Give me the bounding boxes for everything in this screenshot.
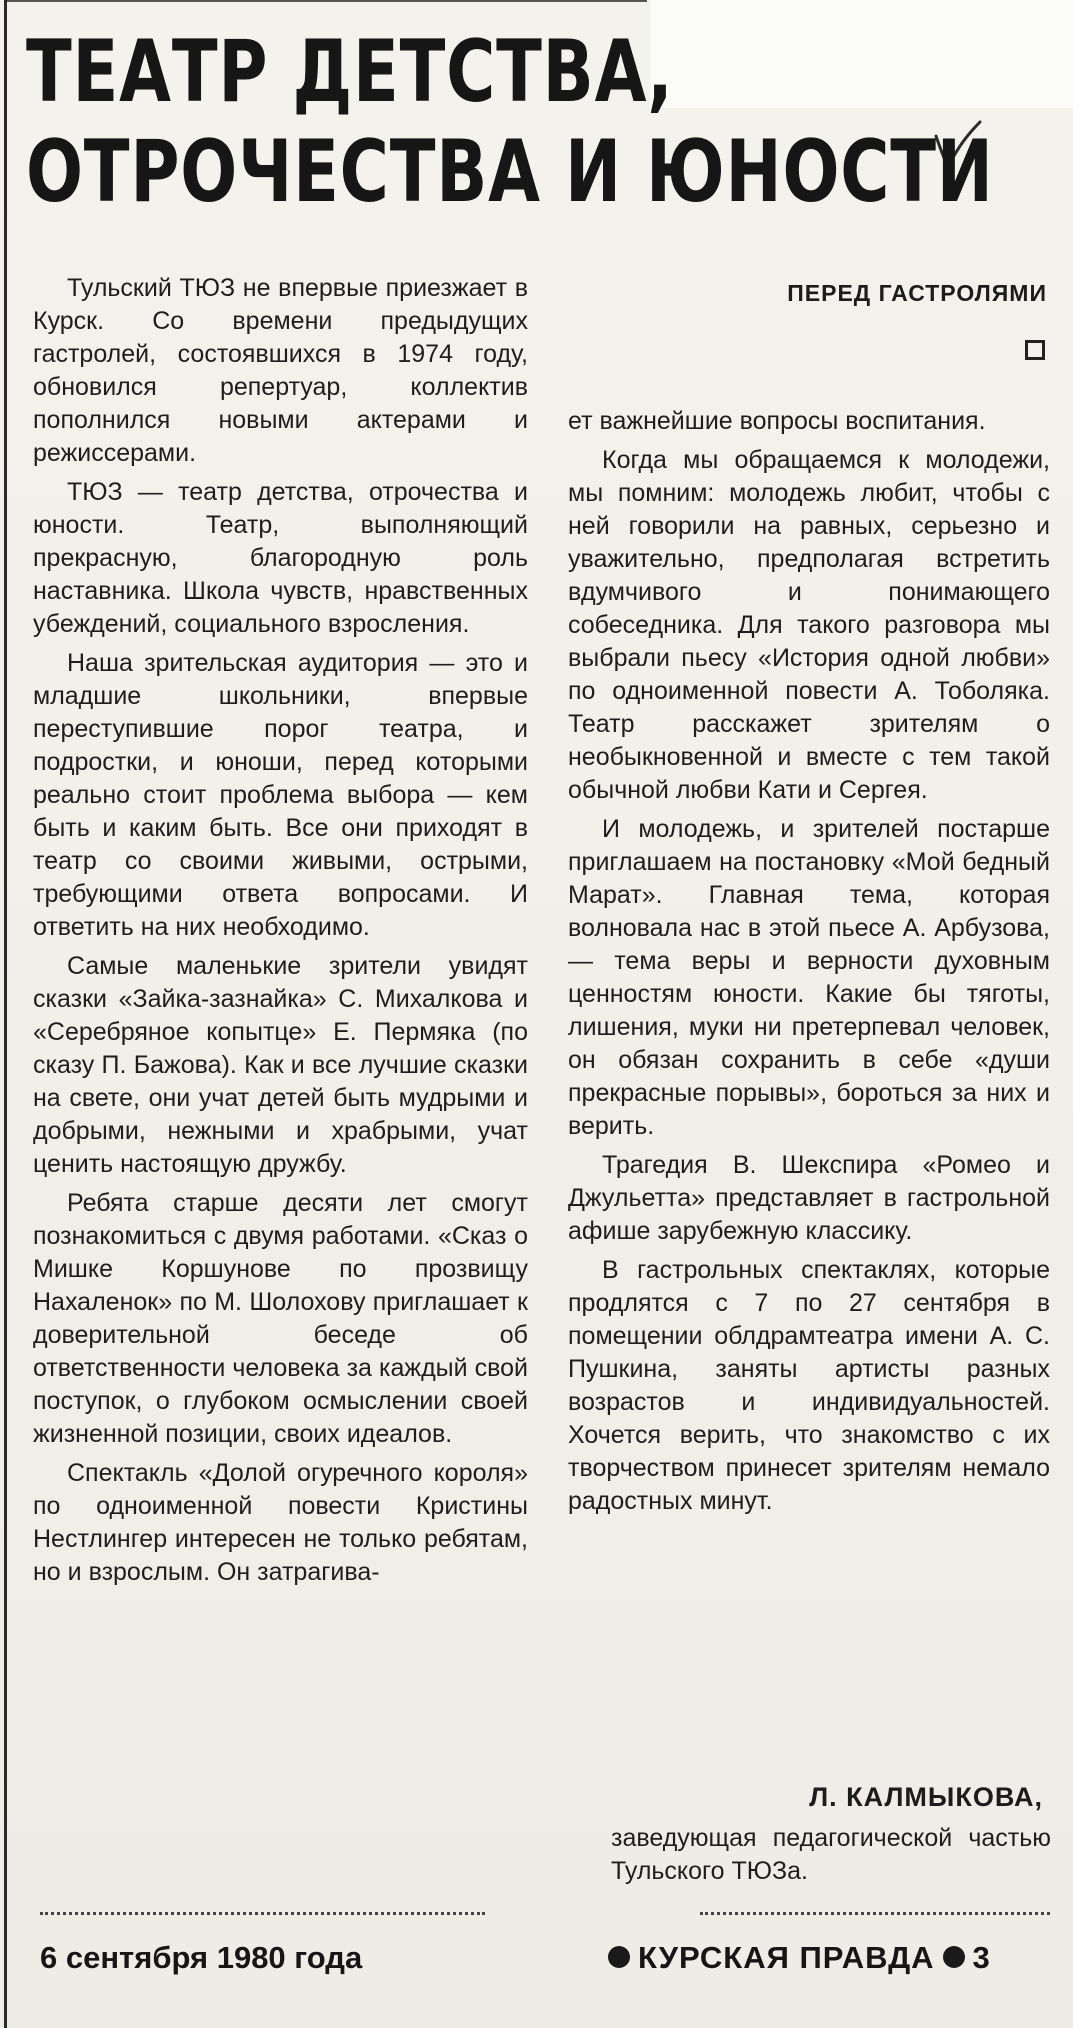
paragraph: Наша зрительская аудитория — это и младшие школьники, впервые переступившие порог театра, и подростки, и юноши, перед которыми реально стоит проблема выбора — кем быть и каким быть. Все они приходят в театр со своими живыми, острыми, требующими ответа вопросами. И ответить на них необходимо.: [33, 649, 528, 941]
article-headline: [26, 22, 994, 222]
paragraph: Спектакль «Долой огуречного короля» по одноименной повести Кристины Нестлингер интересен не только ребятам, но и взрослым. Он затрагива-: [33, 1459, 528, 1586]
paragraph: И молодежь, и зрителей постарше приглашаем на постановку «Мой бедный Марат». Главная тема, которая волновала нас в этой пьесе А. Арбузова, — тема веры и верности духовным ценностям юности. Какие бы тяготы, лишения, муки ни претерпевал человек, он обязан сохранить в себе «души прекрасные порывы», бороться за них и верить.: [568, 815, 1050, 1140]
paragraph: Тульский ТЮЗ не впервые приезжает в Курск. Со времени предыдущих гастролей, состоявшихся в 1974 году, обновился репертуар, коллектив пополнился новыми актерами и режиссерами.: [33, 274, 528, 467]
top-rule: [7, 0, 647, 2]
author-position: заведующая педагогической частью Тульского ТЮЗа.: [611, 1824, 1051, 1885]
footer-divider: [40, 1912, 485, 1915]
article-column-left: [33, 272, 528, 1595]
page-edge-rule: [4, 0, 7, 2028]
paragraph: ТЮЗ — театр детства, отрочества и юности. Театр, выполняющий прекрасную, благородную роль наставника. Школа чувств, нравственных убеждений, социального взросления.: [33, 478, 528, 638]
bullet-icon: [943, 1946, 965, 1968]
masthead-footer: [600, 1940, 991, 1976]
issue-date: 6 сентября 1980 года: [40, 1940, 363, 1975]
paragraph: Когда мы обращаемся к молодежи, мы помним: молодежь любит, чтобы с ней говорили на равных, серьезно и уважительно, предполагая встретить вдумчивого и понимающего собеседника. Для такого разговора мы выбрали пьесу «История одной любви» по одноименной повести А. Тоболяка. Театр расскажет зрителям о необыкновенной и вместе с тем такой обычной любви Кати и Сергея.: [568, 446, 1050, 804]
page-number: 3: [972, 1940, 991, 1975]
footer-divider: [700, 1912, 1050, 1915]
author-signature: Л. КАЛМЫКОВА,: [809, 1782, 1043, 1812]
paragraph: ет важнейшие вопросы воспитания.: [568, 407, 986, 435]
bullet-icon: [608, 1946, 630, 1968]
headline-line-1: ТЕАТР ДЕТСТВА,: [26, 22, 674, 122]
article-column-right: [568, 405, 1050, 1524]
rubric-label: ПЕРЕД ГАСТРОЛЯМИ: [787, 280, 1047, 306]
paragraph: Ребята старше десяти лет смогут познакомиться с двумя работами. «Сказ о Мишке Коршунове по прозвищу Нахаленок» по М. Шолохову приглашает к доверительной беседе об ответственности человека за каждый свой поступок, о глубоком осмыслении своей жизненной позиции, своих идеалов.: [33, 1189, 528, 1448]
newspaper-name: КУРСКАЯ ПРАВДА: [638, 1940, 935, 1975]
paragraph: Трагедия В. Шекспира «Ромео и Джульетта» представляет в гастрольной афише зарубежную классику.: [568, 1151, 1050, 1245]
paragraph: В гастрольных спектаклях, которые продлятся с 7 по 27 сентября в помещении облдрамтеатра имени А. С. Пушкина, заняты артисты разных возрастов и индивидуальностей. Хочется верить, что знакомство с их творчеством принесет зрителям немало радостных минут.: [568, 1256, 1050, 1515]
paragraph: Самые маленькие зрители увидят сказки «Зайка-зазнайка» С. Михалкова и «Серебряное копытце» Е. Пермяка (по сказу П. Бажова). Как и все лучшие сказки на свете, они учат детей быть мудрыми и добрыми, нежными и храбрыми, учат ценить настоящую дружбу.: [33, 952, 528, 1178]
headline-line-2: ОТРОЧЕСТВА И ЮНОСТИ: [26, 122, 994, 222]
square-box-icon: [1025, 340, 1045, 360]
